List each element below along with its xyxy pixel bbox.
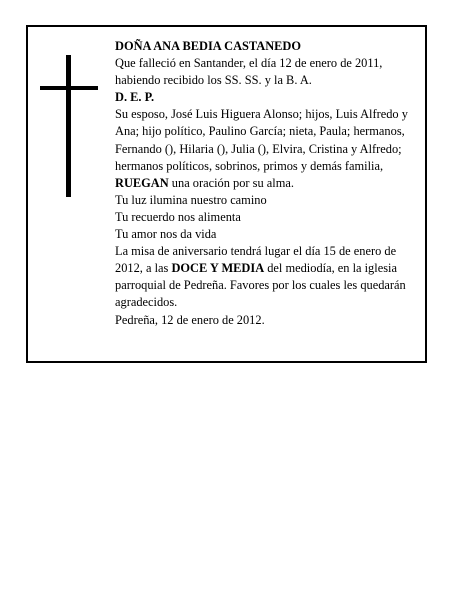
cross-horizontal-bar bbox=[40, 86, 98, 90]
verse-line-3: Tu amor nos da vida bbox=[115, 227, 217, 242]
closing-date: Pedreña, 12 de enero de 2012. bbox=[115, 312, 265, 327]
ruegan-word: RUEGAN bbox=[115, 175, 169, 190]
mass-time: DOCE Y MEDIA bbox=[171, 261, 265, 276]
mass-text-part2: del mediodía, en la iglesia parroquial de Pedreña. Favores por los cuales les quedarán agradecidos. bbox=[115, 261, 406, 310]
obituary-notice bbox=[26, 25, 427, 363]
verse-line-1: Tu luz ilumina nuestro camino bbox=[115, 192, 267, 207]
family-list: Su esposo, José Luis Higuera Alonso; hijos, Luis Alfredo y Ana; hijo político, Paulino García; nieta, Paula; hermanos, Fernando (), Hilaria (), Julia (), Elvira, Cristina y Alfredo; hermanos políticos, sobrinos, primos y demás familia, bbox=[115, 107, 408, 173]
mass-text-part1: La misa de aniversario tendrá lugar el día 15 de enero de 2012, a las bbox=[115, 244, 397, 276]
mass-announcement bbox=[115, 243, 423, 311]
rest-in-peace: D. E. P. bbox=[115, 90, 155, 105]
cross-icon bbox=[40, 55, 96, 197]
verse-line-2: Tu recuerdo nos alimenta bbox=[115, 209, 241, 224]
prayer-request bbox=[115, 175, 423, 192]
prayer-request-text: una oración por su alma. bbox=[168, 175, 294, 190]
notice-text bbox=[115, 38, 423, 329]
death-announcement: Que falleció en Santander, el día 12 de enero de 2011, habiendo recibido los SS. SS. y la B. A. bbox=[115, 56, 383, 88]
cross-vertical-bar bbox=[66, 55, 71, 197]
deceased-name: DOÑA ANA BEDIA CASTANEDO bbox=[115, 39, 302, 53]
